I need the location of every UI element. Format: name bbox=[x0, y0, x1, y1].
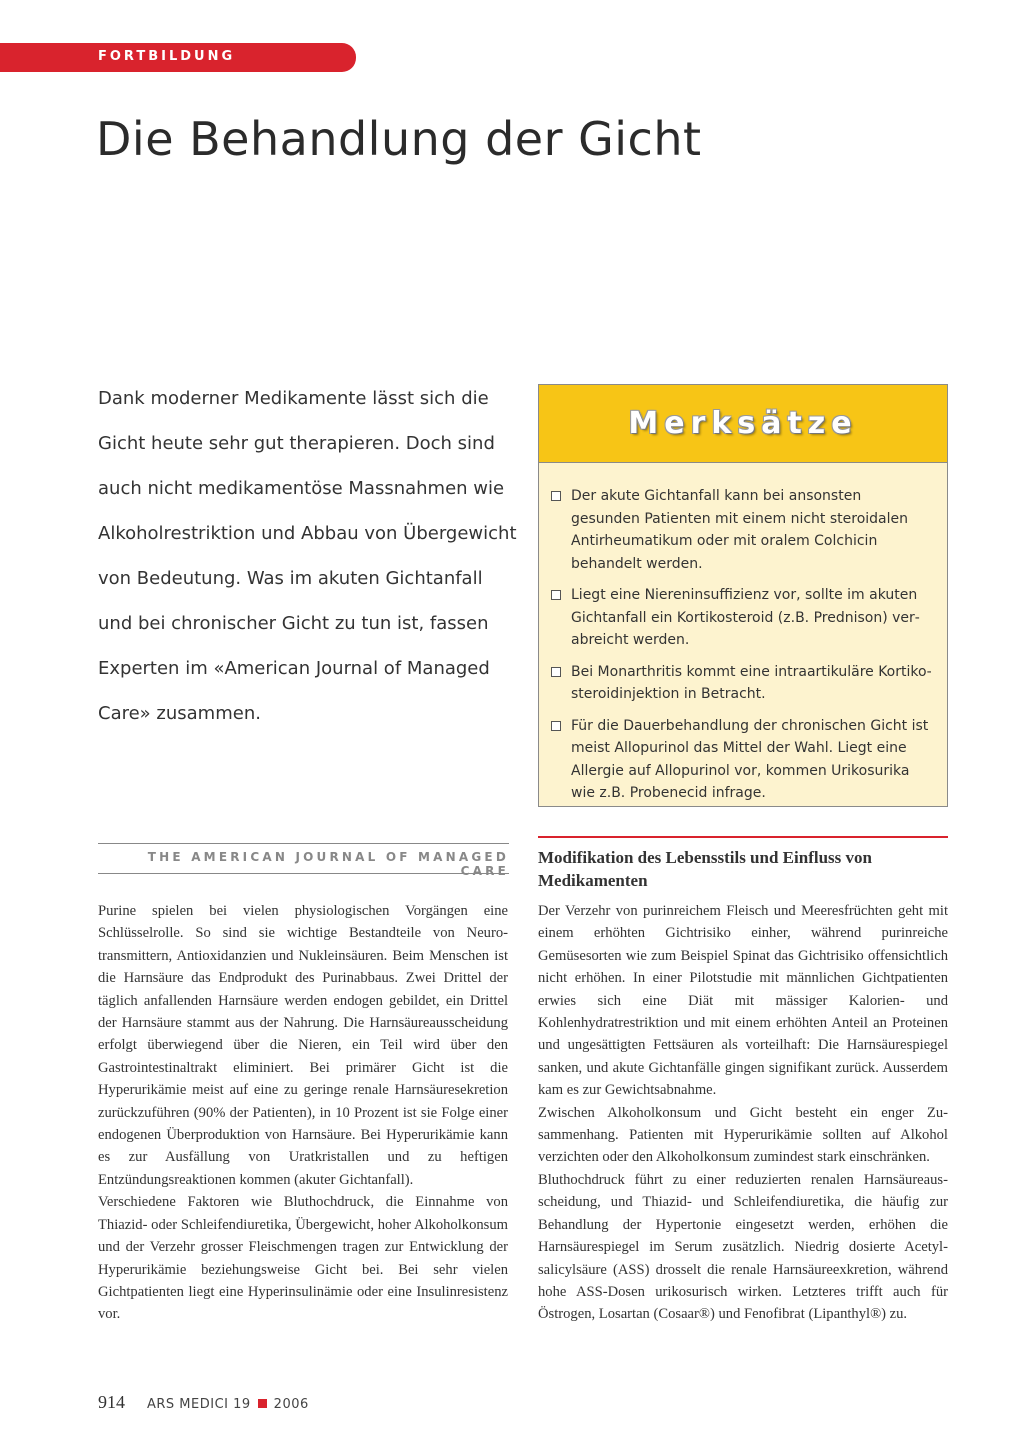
checkbox-icon bbox=[551, 491, 561, 501]
merksatz-text: Liegt eine Niereninsuffizienz vor, sollte im akuten Gichtanfall ein Kortikosteroid (z.B. Prednison) verabreicht werden. bbox=[571, 587, 920, 648]
page-number: 914 bbox=[98, 1392, 125, 1412]
paragraph: Purine spielen bei vielen physiologischen Vorgängen eine Schlüsselrolle. So sind sie wichtige Bestandteile von Neurotransmittern, Antioxidanzien und Nukleinsäuren. Beim Menschen ist die Harnsäure das Endprodukt des Purinabbaus. Zwei Drittel der täglich anfallenden Harnsäure werden endogen gebildet, ein Drittel der Harnsäure stammt aus der Nahrung. Die Harnsäureausscheidung erfolgt überwiegend über die Nieren, ein Teil wird über den Gastrointestinaltrakt eliminiert. Bei primärer Gicht ist die Hyperurikämie meist auf eine zu geringe renale Harnsäuresekretion zurückzuführen (90% der Patienten), in 10 Prozent ist sie Folge einer endogenen Überproduktion von Harnsäure. Bei Hyperurikämie kann es zur Ausfällung von Uratkristallen und zu heftigen Entzündungsreaktionen kommen (akuter Gichtanfall). bbox=[98, 903, 508, 1188]
merksatz-text: Für die Dauerbehandlung der chronischen Gicht ist meist Allopurinol das Mittel der Wahl. Liegt eine Allergie auf Allopurinol vor, kommen Urikosurika wie z.B. Probenecid infrage. bbox=[571, 717, 929, 801]
merksaetze-box bbox=[538, 384, 948, 807]
paragraph: Der Verzehr von purinreichem Fleisch und Meeresfrüchten geht mit einem erhöhten Gichtrisiko einher, während purinreiche Gemüsesorten wie zum Beispiel Spinat das Gichtrisiko offensichtlich nicht erhöhen. In einer Pilotstudie mit männlichen Gichtpatienten erwies sich eine Diät mit mässiger Kalorien- und Kohlenhydratrestriktion und mit einem erhöhten Anteil an Proteinen und ungesättigten Fettsäuren als vorteilhaft: Die Harnsäurespiegel sanken, und akute Gichtanfälle gingen signifikant zurück. Ausserdem kam es zur Gewichtsabnahme. bbox=[538, 903, 948, 1099]
merksatz-item bbox=[551, 485, 933, 575]
merksatz-text: Der akute Gichtanfall kann bei ansonsten gesunden Patienten mit einem nicht steroidalen Antirheumatikum oder mit oralem Colchicin behandelt werden. bbox=[571, 488, 909, 572]
merksaetze-list bbox=[539, 463, 947, 805]
heading-rule bbox=[538, 836, 948, 838]
paragraph: Verschiedene Faktoren wie Bluthochdruck, die Einnahme von Thiazid- oder Schleifendiuretika, Übergewicht, hoher Alkoholkonsum und der Verzehr grosser Fleischmengen tragen zur Entwicklung der Hyperurikämie beziehungsweise Gicht bei. Bei sehr vielen Gichtpatienten liegt eine Hyperinsulinämie oder eine Insulinresistenz vor. bbox=[98, 1194, 508, 1323]
source-label: THE AMERICAN JOURNAL OF MANAGED CARE bbox=[147, 850, 509, 878]
publication-name: ARS MEDICI 19 bbox=[147, 1397, 251, 1412]
red-square-icon bbox=[258, 1399, 267, 1408]
checkbox-icon bbox=[551, 590, 561, 600]
divider bbox=[98, 873, 509, 874]
right-column bbox=[538, 900, 948, 1326]
merksatz-item bbox=[551, 584, 933, 652]
section-heading: Modifikation des Lebensstils und Einfluss von Medikamenten bbox=[538, 848, 872, 890]
paragraph: Zwischen Alkoholkonsum und Gicht besteht ein enger Zusammenhang. Patienten mit Hyperurikämie sollten auf Alkohol verzichten oder den Alkoholkonsum zumindest stark einschränken. bbox=[538, 1104, 948, 1166]
merksatz-item bbox=[551, 715, 933, 805]
section-tab bbox=[0, 43, 356, 72]
merksatz-text: Bei Monarthritis kommt eine intraartikuläre Kortikosteroidinjektion in Betracht. bbox=[571, 663, 932, 702]
lead-text: Dank moderner Medikamente lässt sich die Gicht heute sehr gut therapieren. Doch sind auch nicht medikamentöse Massnahmen wie Alkoholrestriktion und Abbau von Übergewicht von Bedeutung. Was im akuten Gichtanfall und bei chronischer Gicht zu tun ist, fassen Experten im «American Journal of Managed Care» zusammen. bbox=[98, 388, 517, 724]
merksatz-item bbox=[551, 661, 933, 706]
section-label: FORTBILDUNG bbox=[98, 49, 236, 64]
merksaetze-title: Merksätze bbox=[628, 406, 858, 441]
divider bbox=[98, 843, 509, 844]
checkbox-icon bbox=[551, 667, 561, 677]
page-footer bbox=[98, 1392, 309, 1413]
merksaetze-header bbox=[539, 385, 947, 463]
left-column bbox=[98, 900, 508, 1326]
article-title: Die Behandlung der Gicht bbox=[96, 112, 702, 166]
paragraph: Bluthochdruck führt zu einer reduzierten renalen Harnsäureausscheidung, und Thiazid- und Schleifendiuretika, die häufig zur Behandlung der Hypertonie eingesetzt werden, erhöhen die Harnsäurespiegel im Serum zusätzlich. Niedrig dosierte Acetylsalicylsäure (ASS) drosselt die renale Harnsäureexkretion, während hohe ASS-Dosen urikosurisch wirken. Letzteres trifft auch für Östrogen, Losartan (Cosaar®) und Fenofibrat (Lipanthyl®) zu. bbox=[538, 1171, 948, 1323]
publication-year: 2006 bbox=[273, 1397, 309, 1412]
checkbox-icon bbox=[551, 721, 561, 731]
